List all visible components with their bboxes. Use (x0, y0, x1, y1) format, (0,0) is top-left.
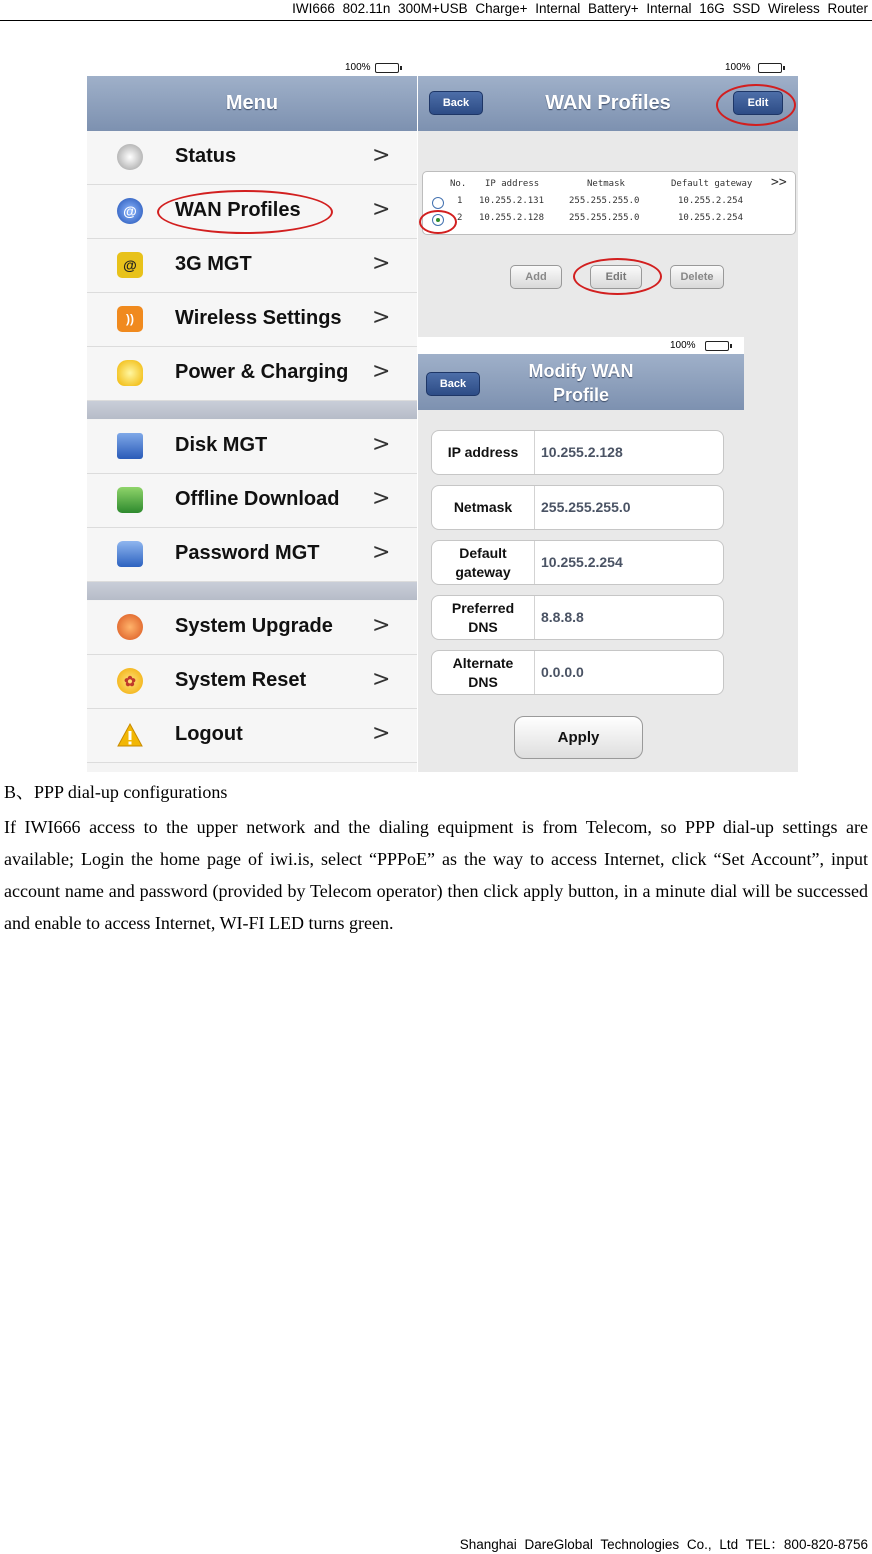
modify-wan-profile-panel (418, 337, 744, 772)
menu-panel (87, 59, 417, 772)
reset-radiation-icon: ✿ (117, 668, 143, 694)
edit-profile-button[interactable]: Edit (590, 265, 642, 289)
table-cell: 2 (457, 213, 463, 223)
menu-item-label: Power & Charging (175, 361, 349, 383)
alternate-dns-field[interactable] (431, 650, 724, 695)
status-bar (418, 59, 798, 76)
menu-item-disk-mgt[interactable] (87, 420, 417, 474)
body-paragraph: If IWI666 access to the upper network and the dialing equipment is from Telecom, so PPP dial-up settings are available; Login the home page of iwi.is, select “PPPoE” as the way to access Internet, click “Set Account”, input account name and password (provided by Telecom operator) then click apply button, in a minute dial will be successed and enable to access Internet, WI-FI LED turns green. (4, 817, 868, 933)
modify-title-line2: Profile (552, 385, 609, 405)
chevron-right-icon: > (372, 197, 391, 222)
menu-item-label: Password MGT (175, 542, 320, 564)
wan-profile-table (422, 171, 796, 235)
table-cell: 255.255.255.0 (569, 213, 640, 223)
status-bar (418, 337, 744, 354)
download-cubes-icon (117, 487, 143, 513)
battery-icon (758, 63, 782, 73)
chevron-right-icon: > (372, 305, 391, 330)
wan-at-icon: @ (117, 198, 143, 224)
battery-charging-icon (375, 63, 399, 73)
highlight-ring (419, 210, 457, 234)
wan-title: WAN Profiles (545, 92, 671, 114)
apply-button[interactable]: Apply (514, 716, 643, 759)
chevron-right-icon: > (372, 432, 391, 457)
highlight-ring (716, 84, 796, 126)
menu-item-label: Status (175, 145, 237, 167)
table-cell: 10.255.2.254 (678, 196, 744, 206)
delete-button[interactable]: Delete (670, 265, 724, 289)
chevron-right-icon: > (372, 613, 391, 638)
menu-title: Menu (225, 92, 279, 114)
chevron-right-icon: > (372, 540, 391, 565)
disk-icon (117, 433, 143, 459)
field-value[interactable]: 8.8.8.8 (541, 609, 584, 625)
preferred-dns-field[interactable] (431, 595, 724, 640)
menu-item-system-reset[interactable] (87, 655, 417, 709)
table-cell: 10.255.2.131 (479, 196, 545, 206)
table-cell: 10.255.2.254 (678, 213, 744, 223)
menu-item-3g-mgt[interactable] (87, 239, 417, 293)
chevron-right-icon: > (372, 667, 391, 692)
field-label: Netmask (432, 486, 535, 529)
field-value[interactable]: 255.255.255.0 (541, 499, 631, 515)
table-cell: 10.255.2.128 (479, 213, 545, 223)
page-footer: Shanghai DareGlobal Technologies Co., Ltd TEL：800-820-8756 (459, 1537, 868, 1552)
back-button[interactable]: Back (426, 372, 480, 396)
menu-item-label: System Reset (175, 669, 307, 691)
page-header: IWI666 802.11n 300M+USB Charge+ Internal Battery+ Internal 16G SSD Wireless Router (0, 0, 872, 21)
chevron-right-icon: > (372, 359, 391, 384)
menu-item-label: Wireless Settings (175, 307, 342, 329)
table-cell: 255.255.255.0 (569, 196, 640, 206)
table-header: IP address (485, 179, 540, 189)
row-radio[interactable] (432, 197, 444, 209)
table-cell: 1 (457, 196, 463, 206)
field-value[interactable]: 10.255.2.128 (541, 444, 623, 460)
warning-icon (117, 722, 143, 748)
menu-title-bar (87, 76, 417, 131)
default-gateway-field[interactable] (431, 540, 724, 585)
table-header: Netmask (587, 179, 625, 189)
chevron-right-icon: > (372, 143, 391, 168)
field-label: IP address (432, 431, 535, 474)
menu-item-logout[interactable] (87, 709, 417, 763)
field-label: Alternate DNS (432, 651, 535, 694)
modify-title-line1: Modify WAN (528, 361, 634, 381)
highlight-ring (157, 190, 333, 234)
menu-item-status[interactable] (87, 131, 417, 185)
edit-button[interactable]: Edit (733, 91, 783, 115)
menu-item-label: Logout (175, 723, 243, 745)
field-value[interactable]: 10.255.2.254 (541, 554, 623, 570)
screenshot-figure (87, 59, 798, 772)
menu-item-wan-profiles[interactable] (87, 185, 417, 239)
menu-item-label: 3G MGT (175, 253, 252, 275)
more-columns-icon[interactable]: >> (771, 175, 787, 190)
field-label: Preferred DNS (432, 596, 535, 639)
3g-at-icon: @ (117, 252, 143, 278)
ip-address-field[interactable] (431, 430, 724, 475)
chevron-right-icon: > (372, 251, 391, 276)
battery-percent: 100% (345, 62, 371, 73)
field-value[interactable]: 0.0.0.0 (541, 664, 584, 680)
chevron-right-icon: > (372, 486, 391, 511)
menu-item-power-charging[interactable] (87, 347, 417, 401)
status-icon (117, 144, 143, 170)
back-button[interactable]: Back (429, 91, 483, 115)
battery-percent: 100% (670, 340, 696, 351)
menu-item-password-mgt[interactable] (87, 528, 417, 582)
table-header: No. (450, 179, 467, 189)
highlight-ring (573, 258, 662, 295)
netmask-field[interactable] (431, 485, 724, 530)
upgrade-house-icon (117, 614, 143, 640)
menu-item-label: WAN Profiles (175, 199, 301, 221)
add-button[interactable]: Add (510, 265, 562, 289)
menu-item-offline-download[interactable] (87, 474, 417, 528)
battery-percent: 100% (725, 62, 751, 73)
battery-icon (705, 341, 729, 351)
menu-item-wireless-settings[interactable] (87, 293, 417, 347)
padlock-icon (117, 541, 143, 567)
wan-title-bar (418, 76, 798, 131)
section-heading: B、PPP dial-up configurations (4, 782, 228, 802)
wireless-rss-icon: )) (117, 306, 143, 332)
modify-title-bar (418, 354, 744, 410)
chevron-right-icon: > (372, 721, 391, 746)
menu-item-label: Offline Download (175, 488, 340, 510)
field-label: Default gateway (432, 541, 535, 584)
menu-item-label: Disk MGT (175, 434, 268, 456)
menu-item-label: System Upgrade (175, 615, 333, 637)
table-header: Default gateway (671, 179, 753, 189)
menu-item-system-upgrade[interactable] (87, 601, 417, 655)
menu-separator (87, 401, 417, 419)
lightbulb-icon (117, 360, 143, 386)
menu-separator (87, 582, 417, 600)
status-bar (87, 59, 417, 76)
